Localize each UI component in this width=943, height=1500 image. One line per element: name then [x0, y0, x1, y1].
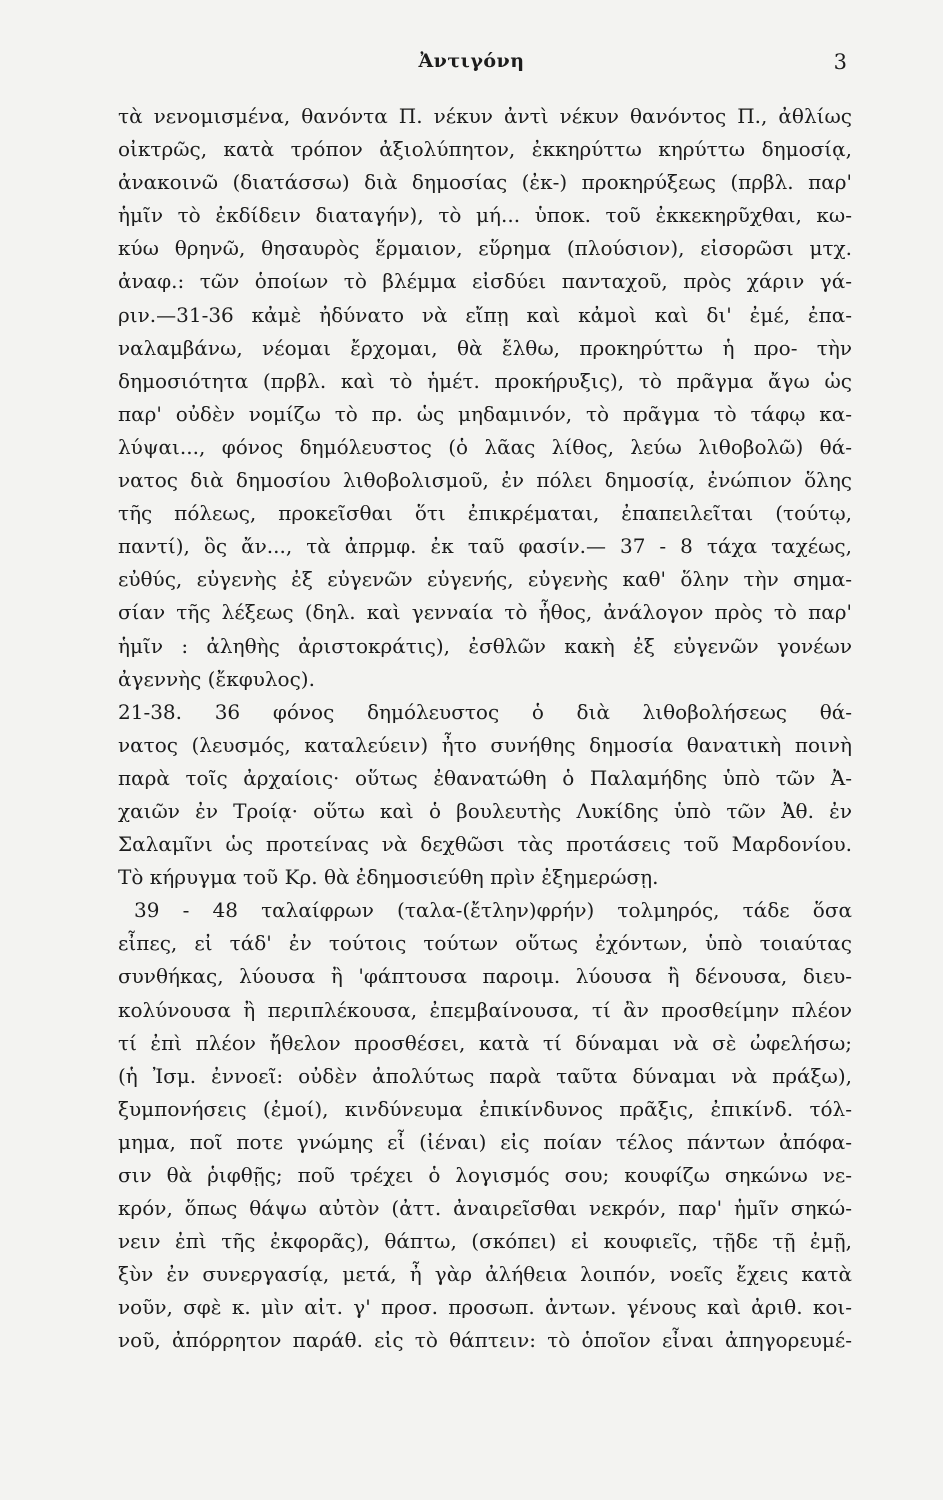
text-line: παρ' οὐδὲν νομίζω τὸ πρ. ὡς μηδαμινόν, τὸ πρᾶγμα τὸ τάφῳ κα- [118, 401, 852, 426]
page-header [0, 50, 943, 80]
running-title: Ἀντιγόνη [418, 50, 525, 72]
text-line: κύω θρηνῶ, θησαυρὸς ἕρμαιον, εὕρημα (πλούσιον), εἰσορῶσι μτχ. [118, 236, 852, 261]
text-line: τῆς πόλεως, προκεῖσθαι ὅτι ἐπικρέμαται, ἐπαπειλεῖται (τούτῳ, [118, 501, 852, 526]
text-line: νοῦ, ἀπόρρητον παράθ. εἰς τὸ θάπτειν: τὸ ὁποῖον εἶναι ἀπηγορευμέ- [118, 1328, 852, 1353]
text-line: ναλαμβάνω, νέομαι ἔρχομαι, θὰ ἔλθω, προκηρύττω ἡ προ- τὴν [118, 335, 852, 360]
text-line: νειν ἐπὶ τῆς ἐκφορᾶς), θάπτω, (σκόπει) εἰ κουφιεῖς, τῇδε τῇ ἐμῇ, [118, 1229, 852, 1254]
text-line: 39 - 48 ταλαίφρων (ταλα-(ἔτλην)φρήν) τολμηρός, τάδε ὅσα [134, 898, 852, 923]
text-line: μημα, ποῖ ποτε γνώμης εἶ (ἰέναι) εἰς ποίαν τέλος πάντων ἀπόφα- [118, 1129, 852, 1154]
text-line: δημοσιότητα (πρβλ. καὶ τὸ ἡμέτ. προκήρυξις), τὸ πρᾶγμα ἄγω ὡς [118, 368, 852, 393]
text-line: ριν.—31-36 κἀμὲ ἠδύνατο νὰ εἴπῃ καὶ κἀμοὶ καὶ δι' ἐμέ, ἐπα- [118, 302, 852, 327]
text-line: κολύνουσα ἢ περιπλέκουσα, ἐπεμβαίνουσα, τί ἂν προσθείμην πλέον [118, 997, 852, 1022]
text-line: τί ἐπὶ πλέον ἤθελον προσθέσει, κατὰ τί δύναμαι νὰ σὲ ὠφελήσω; [118, 1030, 852, 1055]
text-line: κρόν, ὅπως θάψω αὐτὸν (ἀττ. ἀναιρεῖσθαι νεκρόν, παρ' ἡμῖν σηκώ- [118, 1196, 852, 1221]
text-line: Σαλαμῖνι ὡς προτείνας νὰ δεχθῶσι τὰς προτάσεις τοῦ Μαρδονίου. [118, 832, 852, 857]
text-line: Τὸ κήρυγμα τοῦ Κρ. θὰ ἐδημοσιεύθη πρὶν ἐξημερώσῃ. [118, 865, 659, 890]
text-line: ἡμῖν τὸ ἐκδίδειν διαταγήν), τὸ μή... ὑποκ. τοῦ ἐκκεκηρῦχθαι, κω- [118, 203, 852, 228]
text-line: σιν θὰ ῥιφθῇς; ποῦ τρέχει ὁ λογισμός σου; κουφίζω σηκώνω νε- [118, 1163, 852, 1187]
text-line: σίαν τῆς λέξεως (δηλ. καὶ γενναία τὸ ἦθος, ἀνάλογον πρὸς τὸ παρ' [118, 600, 852, 625]
text-line: συνθήκας, λύουσα ἢ 'φάπτουσα παροιμ. λύουσα ἢ δένουσα, διευ- [118, 964, 852, 989]
text-line: εἶπες, εἰ τάδ' ἐν τούτοις τούτων οὕτως ἐχόντων, ὑπὸ τοιαύτας [118, 931, 852, 956]
text-line: νατος διὰ δημοσίου λιθοβολισμοῦ, ἐν πόλει δημοσίᾳ, ἐνώπιον ὅλης [118, 468, 852, 493]
text-line: ἀγεννὴς (ἔκφυλος). [118, 666, 315, 691]
text-line: ξὺν ἐν συνεργασίᾳ, μετά, ἦ γὰρ ἀλήθεια λοιπόν, νοεῖς ἔχεις κατὰ [118, 1262, 852, 1287]
text-line: τὰ νενομισμένα, θανόντα Π. νέκυν ἀντὶ νέκυν θανόντος Π., ἀθλίως [118, 104, 852, 128]
text-line: νατος (λευσμός, καταλεύειν) ἦτο συνήθης δημοσία θανατικὴ ποινὴ [118, 732, 852, 757]
text-line: λύψαι..., φόνος δημόλευστος (ὁ λᾶας λίθος, λεύω λιθοβολῶ) θά- [118, 434, 852, 459]
text-line: ἀναφ.: τῶν ὁποίων τὸ βλέμμα εἰσδύει πανταχοῦ, πρὸς χάριν γά- [118, 269, 852, 294]
text-line: χαιῶν ἐν Τροίᾳ· οὕτω καὶ ὁ βουλευτὴς Λυκίδης ὑπὸ τῶν Ἀθ. ἐν [118, 798, 852, 823]
commentary-text [118, 100, 852, 1358]
section-heading-line: 21-38. 36 φόνος δημόλευστος ὁ διὰ λιθοβολήσεως θά- [118, 699, 852, 724]
text-line: ἀνακοινῶ (διατάσσω) διὰ δημοσίας (ἐκ-) προκηρύξεως (πρβλ. παρ' [118, 170, 852, 195]
text-line: εὐθύς, εὐγενὴς ἐξ εὐγενῶν εὐγενής, εὐγενὴς καθ' ὅλην τὴν σημα- [118, 567, 852, 592]
text-line: οἰκτρῶς, κατὰ τρόπον ἀξιολύπητον, ἐκκηρύττω κηρύττω δημοσίᾳ, [118, 137, 852, 162]
text-line: παντί), ὃς ἄν..., τὰ ἀπρμφ. ἐκ ταῦ φασίν.— 37 - 8 τάχα ταχέως, [118, 534, 852, 559]
text-line: ἡμῖν : ἀληθὴς ἀριστοκράτις), ἐσθλῶν κακὴ ἐξ εὐγενῶν γονέων [118, 633, 852, 658]
text-line: νοῦν, σφὲ κ. μὶν αἰτ. γ' προσ. προσωπ. ἀντων. γένους καὶ ἀριθ. κοι- [118, 1295, 852, 1320]
text-line: ξυμπονήσεις (ἐμοί), κινδύνευμα ἐπικίνδυνος πρᾶξις, ἐπικίνδ. τόλ- [118, 1096, 852, 1121]
text-line: παρὰ τοῖς ἀρχαίοις· οὕτως ἐθανατώθη ὁ Παλαμήδης ὑπὸ τῶν Ἀ- [118, 765, 852, 790]
text-line: (ἡ Ἰσμ. ἐννοεῖ: οὐδὲν ἀπολύτως παρὰ ταῦτα δύναμαι νὰ πράξω), [118, 1063, 852, 1088]
page-number: 3 [833, 50, 847, 74]
